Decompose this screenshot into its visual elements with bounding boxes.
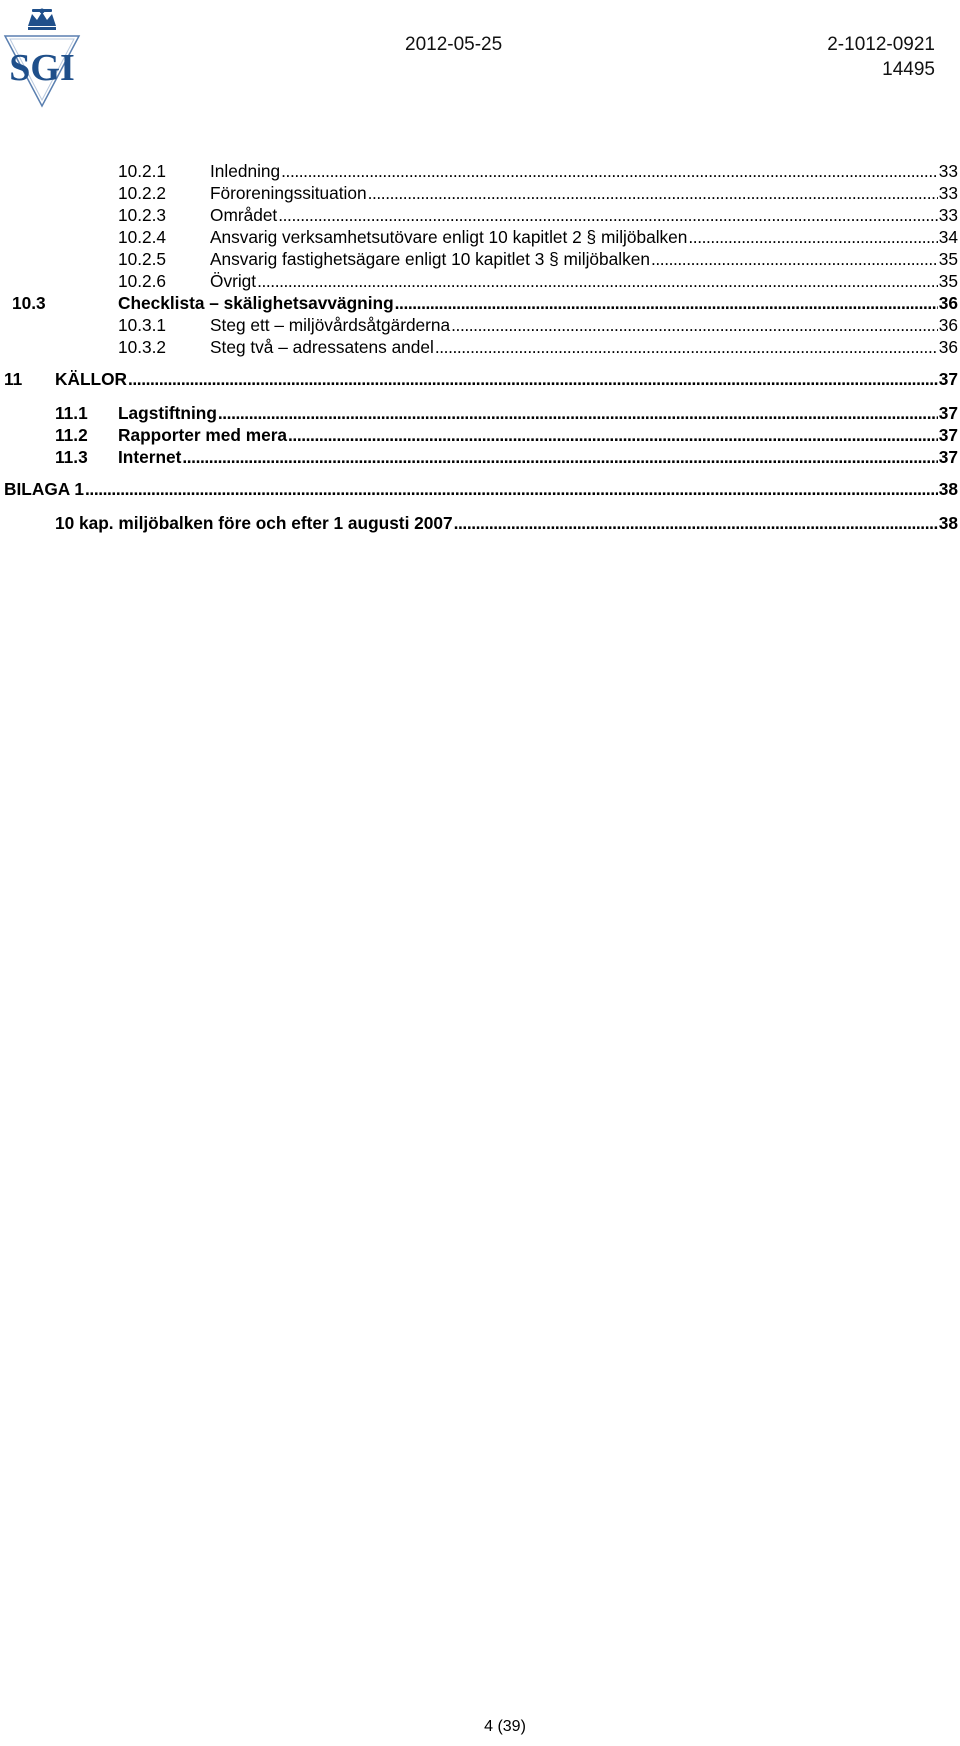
toc-entry[interactable] [118, 226, 958, 248]
toc-leader [128, 368, 938, 390]
toc-leader [435, 336, 938, 358]
toc-title: Ansvarig fastighetsägare enligt 10 kapitlet 3 § miljöbalken [210, 249, 650, 269]
sgi-logo [2, 6, 82, 110]
toc-page: 37 [938, 369, 958, 389]
toc-entry[interactable] [118, 204, 958, 226]
toc-page: 37 [938, 425, 958, 445]
toc-title: Checklista – skälighetsavvägning [118, 293, 394, 313]
page-footer [0, 1718, 960, 1736]
toc-entry[interactable] [4, 368, 958, 390]
page-number: 4 (39) [484, 1718, 526, 1735]
header-date: 2012-05-25 [405, 34, 503, 55]
toc-title: Rapporter med mera [118, 425, 288, 445]
toc-page: 38 [938, 513, 958, 533]
toc-page: 37 [938, 447, 958, 467]
toc-page: 36 [938, 315, 958, 335]
toc-entry[interactable] [12, 292, 958, 314]
toc-leader [278, 204, 938, 226]
toc-title: Steg två – adressatens andel [210, 337, 434, 357]
toc-entry[interactable] [55, 402, 958, 424]
toc-leader [368, 182, 938, 204]
toc-entry[interactable] [118, 182, 958, 204]
toc-leader [85, 478, 938, 500]
toc-entry[interactable] [118, 270, 958, 292]
toc-page: 33 [938, 183, 958, 203]
toc-entry[interactable] [118, 336, 958, 358]
toc-page: 35 [938, 249, 958, 269]
toc-title: KÄLLOR [55, 369, 127, 389]
toc-leader [218, 402, 938, 424]
toc-leader [288, 424, 938, 446]
toc-title: Internet [118, 447, 182, 467]
toc-number: 10.3.2 [118, 337, 167, 357]
toc-number: 10.2.3 [118, 205, 167, 225]
toc-title: 10 kap. miljöbalken före och efter 1 augusti 2007 [55, 513, 453, 533]
toc-number: 10.3.1 [118, 315, 167, 335]
toc-number: 11.1 [55, 403, 88, 423]
toc-page: 38 [938, 479, 958, 499]
toc-entry[interactable] [55, 424, 958, 446]
toc-title: Området [210, 205, 278, 225]
toc-number: 11 [4, 369, 23, 389]
toc-entry[interactable] [118, 160, 958, 182]
toc-number: 10.2.6 [118, 271, 167, 291]
header-number: 14495 [882, 59, 935, 80]
toc-leader [688, 226, 937, 248]
toc-leader [451, 314, 938, 336]
toc-leader [182, 446, 937, 468]
header-reference: 2-1012-0921 [827, 34, 935, 55]
toc-entry[interactable] [55, 446, 958, 468]
toc-title: Föroreningssituation [210, 183, 367, 203]
toc-leader [651, 248, 938, 270]
toc-number: 10.2.2 [118, 183, 167, 203]
toc-title: Ansvarig verksamhetsutövare enligt 10 kapitlet 2 § miljöbalken [210, 227, 688, 247]
toc-leader [257, 270, 938, 292]
toc-page: 36 [938, 293, 958, 313]
toc-number: 10.2.4 [118, 227, 167, 247]
logo-text: SGI [9, 47, 75, 89]
toc-entry[interactable] [4, 478, 958, 500]
toc-number: 11.2 [55, 425, 88, 445]
toc-page: 34 [938, 227, 958, 247]
toc-number: 10.2.5 [118, 249, 167, 269]
toc-title: BILAGA 1 [4, 479, 85, 499]
toc-page: 33 [938, 205, 958, 225]
toc-entry[interactable] [118, 248, 958, 270]
toc-page: 36 [938, 337, 958, 357]
toc-number: 10.3 [12, 293, 46, 313]
toc-leader [395, 292, 938, 314]
toc-entry[interactable] [55, 512, 958, 534]
toc-number: 11.3 [55, 447, 88, 467]
toc-page: 33 [938, 161, 958, 181]
toc-leader [454, 512, 938, 534]
toc-page: 37 [938, 403, 958, 423]
toc-title: Övrigt [210, 271, 257, 291]
toc-title: Inledning [210, 161, 281, 181]
toc-number: 10.2.1 [118, 161, 167, 181]
toc-title: Lagstiftning [118, 403, 217, 423]
toc-leader [281, 160, 938, 182]
toc-entry[interactable] [118, 314, 958, 336]
toc-page: 35 [938, 271, 958, 291]
toc-title: Steg ett – miljövårdsåtgärderna [210, 315, 451, 335]
